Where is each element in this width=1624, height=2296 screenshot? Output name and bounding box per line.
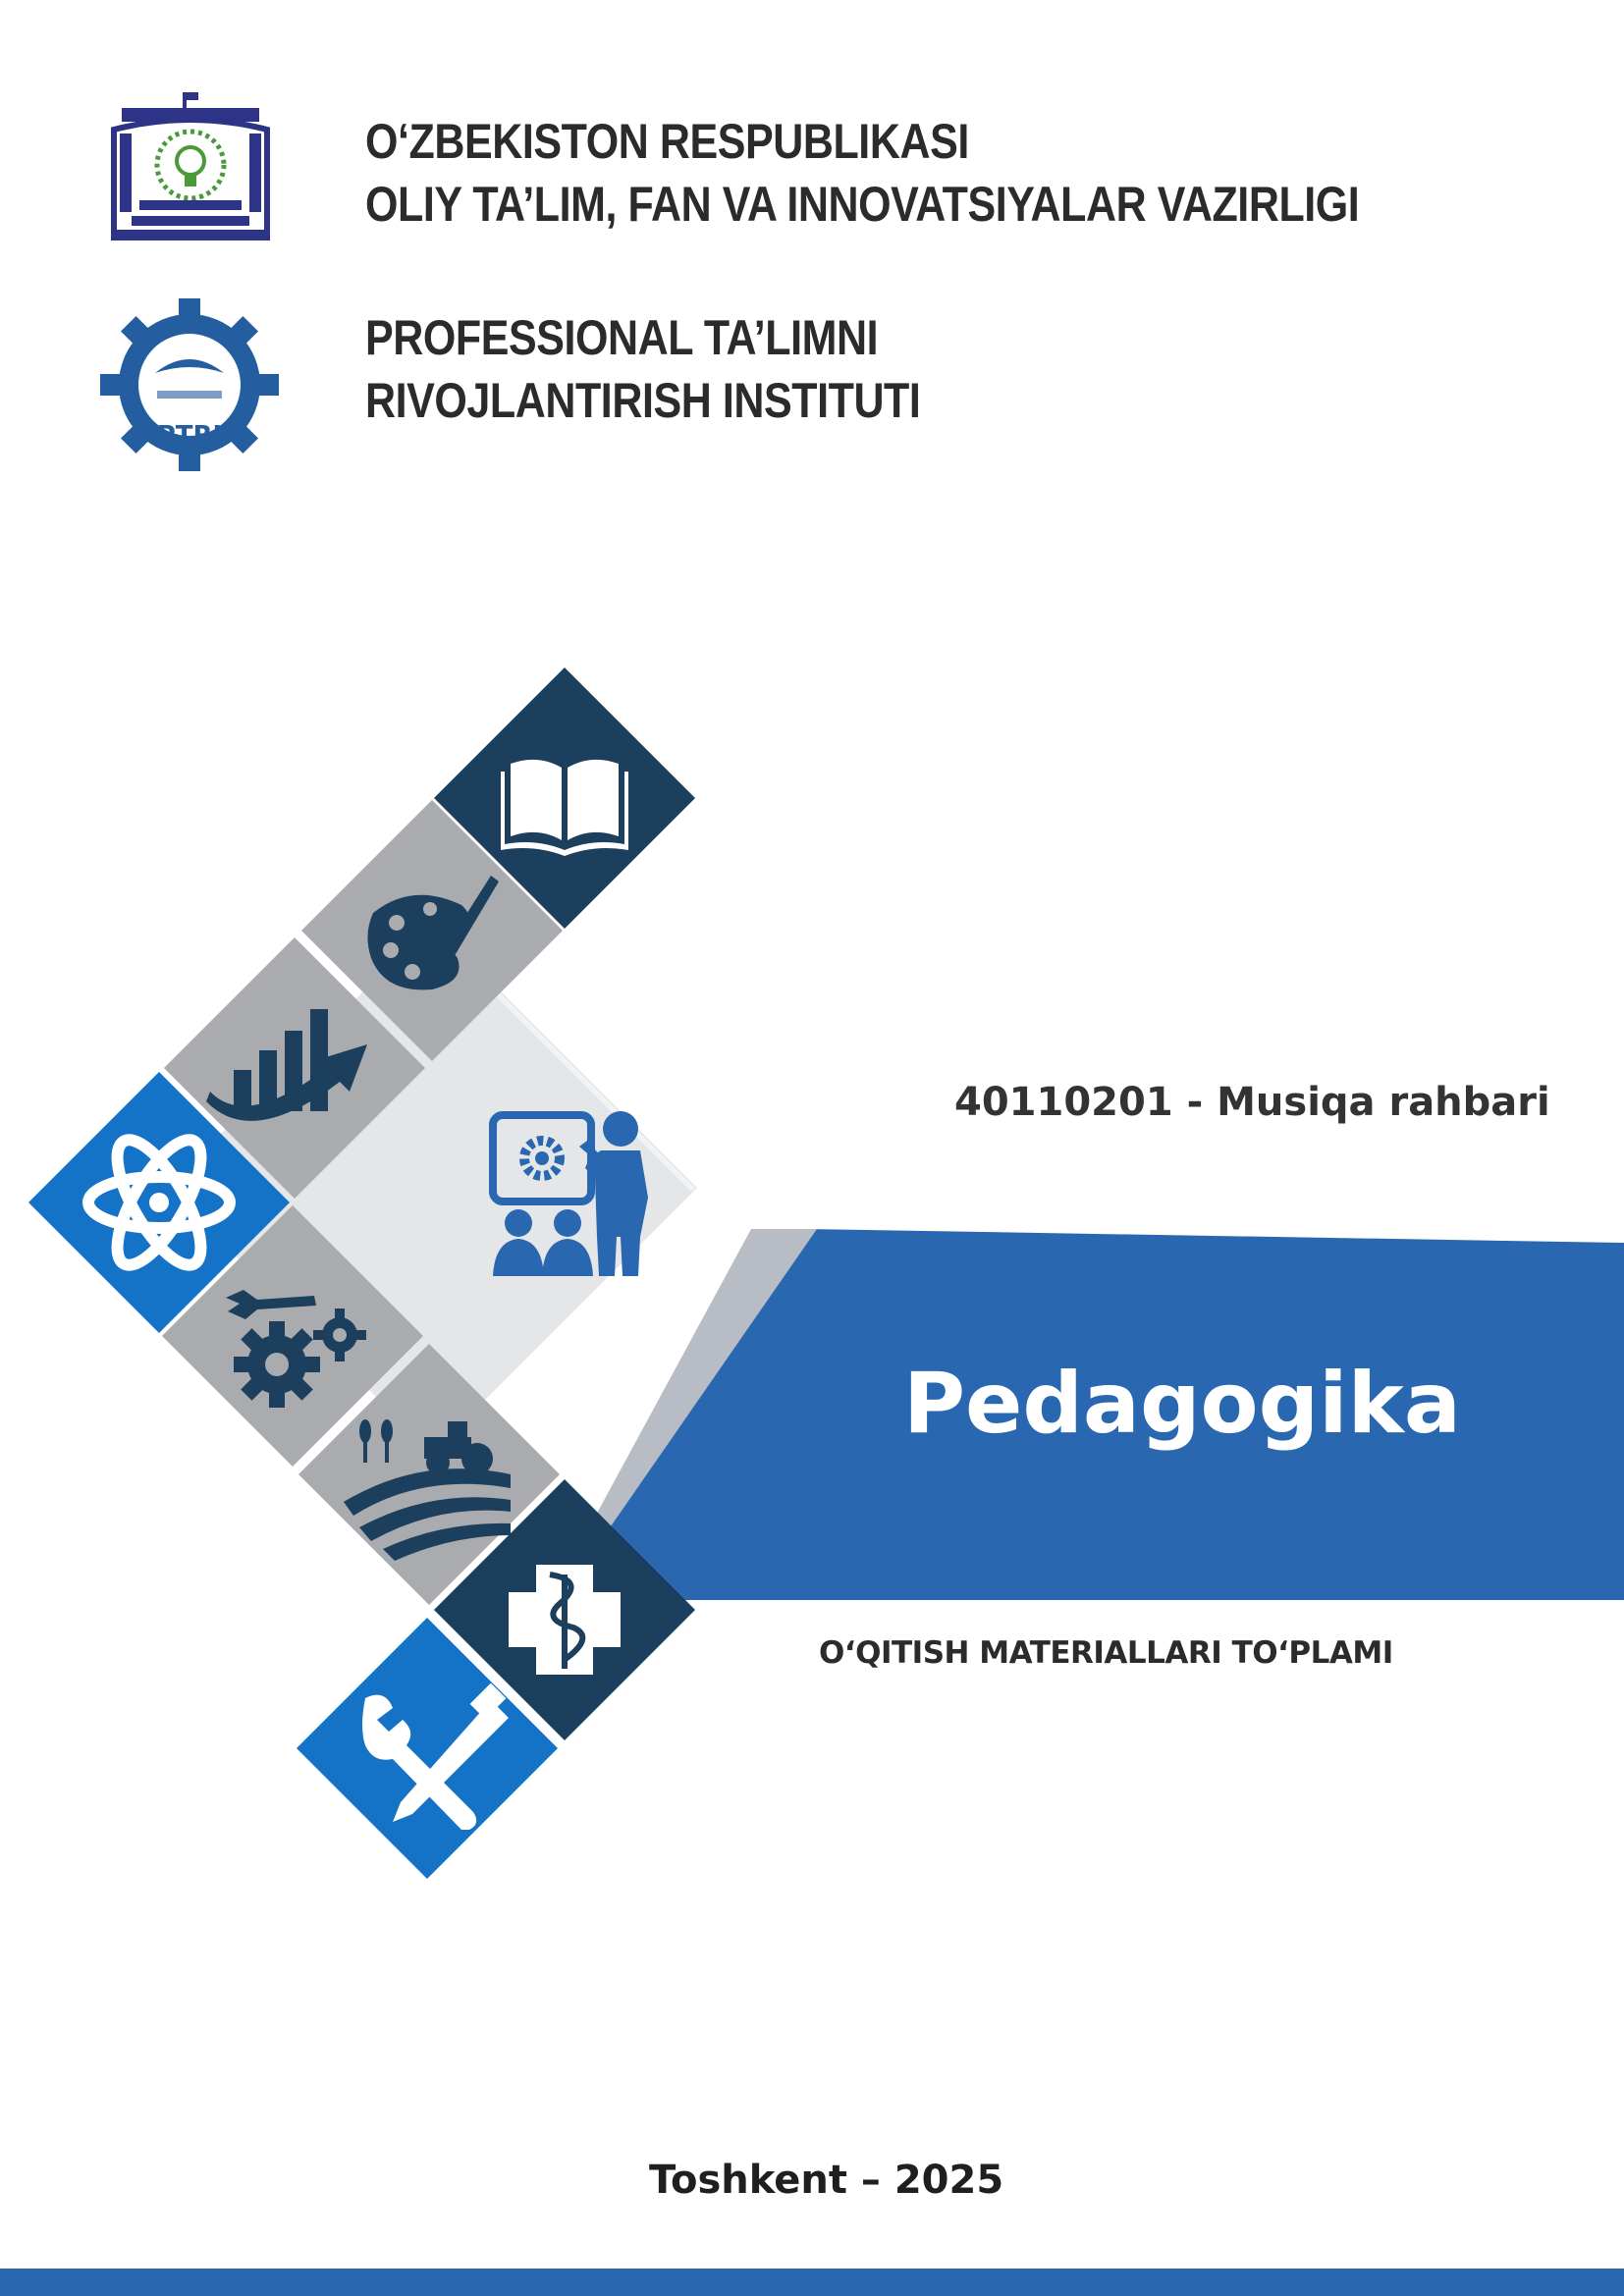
document-title: Pedagogika [903, 1355, 1461, 1453]
ministry-name-line2: OLIY TA’LIM, FAN VA INNOVATSIYALAR VAZIRLIGI [365, 177, 1360, 232]
ptri-logo [98, 296, 281, 473]
ptri-logo-abbr: PTRI [156, 421, 223, 451]
program-code: 40110201 - Musiqa rahbari [954, 1080, 1550, 1125]
discipline-mosaic [0, 648, 884, 1895]
ministry-name-line1: O‘ZBEKISTON RESPUBLIKASI [365, 114, 969, 169]
ministry-logo [110, 90, 271, 247]
institute-name [365, 306, 920, 432]
ministry-name [365, 110, 1359, 236]
city-year: Toshkent – 2025 [649, 2158, 1004, 2203]
bottom-bar [0, 2269, 1624, 2296]
institute-name-line2: RIVOJLANTIRISH INSTITUTI [365, 373, 921, 428]
document-subtitle: O‘QITISH MATERIALLARI TO‘PLAMI [819, 1635, 1393, 1671]
institute-name-line1: PROFESSIONAL TA’LIMNI [365, 310, 879, 365]
